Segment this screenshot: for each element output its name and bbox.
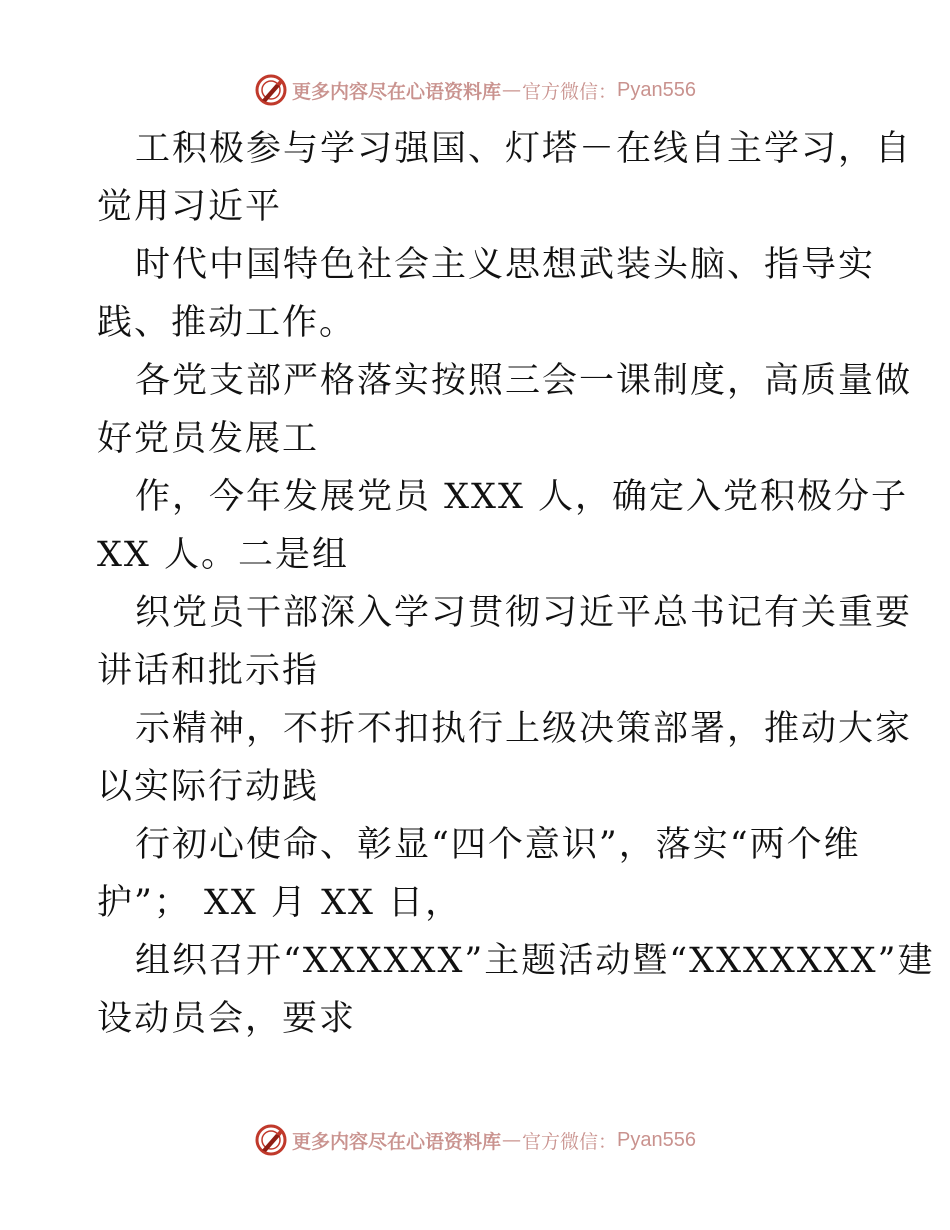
body-line: 讲话和批示指	[97, 651, 320, 691]
header-site-text: 更多内容尽在心语资料库	[292, 80, 502, 103]
footer-wechat-id: Pyan556	[617, 1128, 696, 1151]
body-line: 以实际行动践	[97, 767, 320, 807]
body-line: 各党支部严格落实按照三会一课制度，高质量做	[135, 361, 913, 401]
body-line: 行初心使命、彰显“四个意识”，落实“两个维	[135, 825, 861, 865]
header-separator: —	[502, 79, 522, 101]
body-line: 工积极参与学习强国、灯塔－在线自主学习，自	[135, 129, 913, 169]
pen-circle-icon	[254, 73, 288, 107]
body-line: 时代中国特色社会主义思想武装头脑、指导实	[135, 245, 876, 285]
body-line: 好党员发展工	[97, 419, 320, 459]
document-body	[97, 120, 935, 1048]
body-line: 组织召开“XXXXXX”主题活动暨“XXXXXXX”建	[135, 941, 935, 981]
body-line: 护”； XX 月 XX 日，	[97, 883, 463, 923]
body-line: 觉用习近平	[97, 187, 283, 227]
body-line: XX 人。二是组	[97, 535, 349, 575]
header-wechat-id: Pyan556	[617, 78, 696, 101]
body-line: 织党员干部深入学习贯彻习近平总书记有关重要	[135, 593, 913, 633]
header-wechat-label: 官方微信：	[522, 80, 618, 103]
footer-site-text: 更多内容尽在心语资料库	[292, 1130, 502, 1153]
pen-circle-icon	[254, 1123, 288, 1157]
body-line: 作，今年发展党员 XXX 人，确定入党积极分子	[135, 477, 909, 517]
body-line: 示精神，不折不扣执行上级决策部署，推动大家	[135, 709, 913, 749]
footer-watermark	[0, 1120, 950, 1160]
body-line: 践、推动工作。	[97, 303, 357, 343]
footer-separator: —	[502, 1129, 522, 1151]
footer-wechat-label: 官方微信：	[522, 1130, 618, 1153]
header-watermark	[0, 70, 950, 110]
body-line: 设动员会，要求	[97, 999, 357, 1039]
